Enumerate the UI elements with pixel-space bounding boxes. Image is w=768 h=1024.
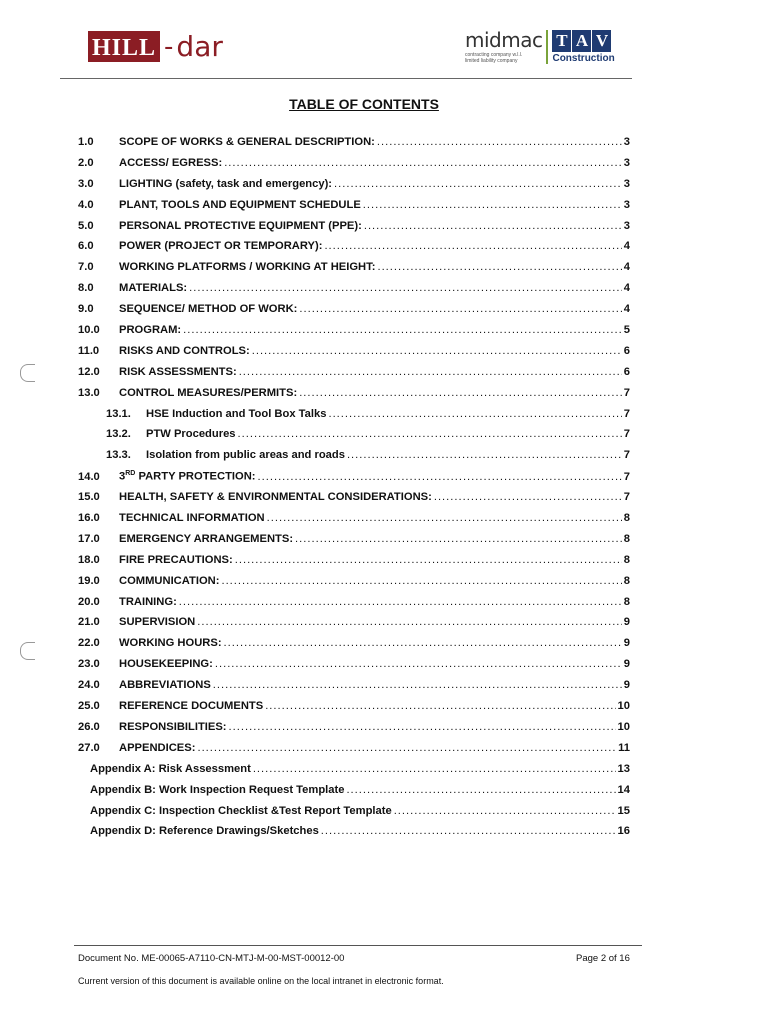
document-number: Document No. ME-00065-A7110-CN-MTJ-M-00-MST-00012-00: [78, 953, 345, 964]
toc-entry-label: [119, 470, 256, 483]
toc-entry-page: 4: [623, 303, 630, 316]
toc-entry-page: 4: [623, 240, 630, 253]
toc-entry-number: 21.0: [78, 616, 100, 629]
toc-entry-label: RISK ASSESSMENTS:: [119, 365, 237, 378]
toc-entry-page: 4: [623, 261, 630, 274]
toc-dot-leader: [235, 554, 622, 566]
header-divider: [60, 78, 632, 79]
toc-entry-page: 3: [623, 219, 630, 232]
toc-entry[interactable]: [78, 366, 630, 387]
toc-dot-leader: [239, 366, 622, 378]
toc-entry-label: RISKS AND CONTROLS:: [119, 344, 250, 357]
toc-dot-leader: [252, 345, 622, 357]
toc-entry[interactable]: [78, 742, 630, 763]
toc-entry-number: 20.0: [78, 595, 100, 608]
toc-dot-leader: [224, 157, 622, 169]
toc-entry-label: POWER (PROJECT OR TEMPORARY):: [119, 240, 323, 253]
toc-dot-leader: [328, 408, 621, 420]
toc-entry[interactable]: [78, 679, 630, 700]
toc-entry-page: 3: [623, 156, 630, 169]
toc-entry-number: 24.0: [78, 679, 100, 692]
toc-entry-label: ABBREVIATIONS: [119, 679, 211, 692]
toc-entry-page: 8: [623, 595, 630, 608]
toc-entry-page: 6: [623, 344, 630, 357]
toc-entry-label: FIRE PRECAUTIONS:: [119, 553, 233, 566]
midmac-subtitle: contracting company w.l.l. limited liability company: [465, 52, 523, 64]
toc-entry-number: 25.0: [78, 700, 100, 713]
toc-dot-leader: [197, 616, 622, 628]
toc-dot-leader: [299, 387, 622, 399]
toc-entry-page: 3: [623, 136, 630, 148]
toc-entry-number: 13.3.: [106, 449, 131, 462]
toc-entry-number: 26.0: [78, 720, 100, 733]
toc-entry-label: PROGRAM:: [119, 324, 182, 337]
toc-entry[interactable]: [78, 408, 630, 429]
toc-entry[interactable]: [78, 428, 630, 449]
tav-logo: [552, 30, 614, 64]
page-number: Page 2 of 16: [576, 953, 630, 964]
toc-entry-page: 8: [623, 512, 630, 525]
toc-entry[interactable]: [78, 324, 630, 345]
toc-dot-leader: [253, 763, 616, 775]
toc-entry-number: 14.0: [78, 470, 100, 483]
toc-entry[interactable]: [78, 303, 630, 324]
toc-entry[interactable]: [78, 345, 630, 366]
toc-dot-leader: [215, 658, 622, 670]
table-of-contents: [78, 136, 630, 846]
toc-entry-page: 13: [617, 762, 630, 775]
toc-entry[interactable]: [78, 157, 630, 178]
toc-entry-number: 13.2.: [106, 428, 131, 441]
toc-entry-number: 3.0: [78, 177, 94, 190]
toc-entry-number: 1.0: [78, 136, 94, 148]
toc-entry[interactable]: [78, 784, 630, 805]
toc-entry-label: PTW Procedures: [146, 428, 236, 441]
toc-entry[interactable]: [78, 575, 630, 596]
toc-entry-label: WORKING PLATFORMS / WORKING AT HEIGHT:: [119, 261, 376, 274]
toc-entry-page: 16: [617, 825, 630, 838]
toc-dot-leader: [299, 303, 621, 315]
toc-dot-leader: [265, 700, 615, 712]
hill-dar-logo: [88, 30, 223, 63]
toc-entry-page: 7: [623, 407, 630, 420]
toc-entry-page: 7: [623, 470, 630, 483]
toc-entry[interactable]: [78, 533, 630, 554]
hill-logo-dar: dar: [176, 30, 223, 63]
toc-entry-number: 17.0: [78, 532, 100, 545]
toc-dot-leader: [347, 449, 622, 461]
toc-entry-page: 14: [617, 783, 630, 796]
toc-entry-page: 9: [623, 658, 630, 671]
toc-entry-label: MATERIALS:: [119, 282, 188, 295]
toc-entry-label-rest: PARTY PROTECTION:: [135, 470, 256, 483]
tav-letter-v: V: [592, 30, 611, 52]
toc-entry-number: 23.0: [78, 658, 100, 671]
toc-entry-label: SUPERVISION: [119, 616, 196, 629]
toc-dot-leader: [213, 679, 622, 691]
toc-entry-page: 11: [618, 741, 630, 754]
toc-entry-number: 5.0: [78, 219, 94, 232]
tav-letter-a: A: [572, 30, 591, 52]
toc-entry-label: APPENDICES:: [119, 741, 196, 754]
toc-dot-leader: [334, 178, 622, 190]
toc-entry-number: 2.0: [78, 156, 94, 169]
toc-entry-page: 9: [623, 637, 630, 650]
toc-entry-label: TRAINING:: [119, 595, 177, 608]
toc-entry-page: 9: [623, 679, 630, 692]
toc-dot-leader: [224, 637, 622, 649]
toc-entry-number: 12.0: [78, 365, 100, 378]
toc-entry-label-main: 3: [119, 470, 126, 483]
toc-dot-leader: [377, 261, 621, 273]
toc-entry-number: 19.0: [78, 574, 100, 587]
toc-entry-page: 10: [617, 720, 630, 733]
toc-entry[interactable]: [78, 763, 630, 784]
toc-entry-label: HOUSEKEEPING:: [119, 658, 213, 671]
toc-dot-leader: [197, 742, 616, 754]
toc-entry-number: 13.1.: [106, 407, 131, 420]
toc-entry-label: CONTROL MEASURES/PERMITS:: [119, 386, 298, 399]
toc-dot-leader: [346, 784, 615, 796]
toc-entry-page: 7: [623, 428, 630, 441]
toc-dot-leader: [321, 825, 616, 837]
toc-entry[interactable]: [78, 805, 630, 826]
toc-entry[interactable]: [78, 282, 630, 303]
toc-entry-label: RESPONSIBILITIES:: [119, 720, 227, 733]
toc-dot-leader: [364, 220, 622, 232]
toc-entry[interactable]: [78, 700, 630, 721]
toc-dot-leader: [179, 596, 622, 608]
toc-entry[interactable]: [78, 220, 630, 241]
toc-entry-number: 6.0: [78, 240, 94, 253]
toc-entry[interactable]: [78, 178, 630, 199]
logo-divider: [546, 30, 548, 64]
toc-dot-leader: [238, 428, 622, 440]
toc-entry-number: 27.0: [78, 741, 100, 754]
toc-entry-number: 11.0: [78, 344, 100, 357]
toc-entry-page: 3: [623, 177, 630, 190]
toc-entry-label: Appendix D: Reference Drawings/Sketches: [90, 825, 319, 838]
toc-dot-leader: [377, 136, 622, 148]
toc-entry[interactable]: [78, 491, 630, 512]
toc-entry-number: 15.0: [78, 491, 100, 504]
toc-entry-page: 4: [623, 282, 630, 295]
toc-entry-page: 7: [623, 491, 630, 504]
toc-entry-label: PLANT, TOOLS AND EQUIPMENT SCHEDULE: [119, 198, 361, 211]
toc-entry-label: Isolation from public areas and roads: [146, 449, 345, 462]
toc-entry-label: HSE Induction and Tool Box Talks: [146, 407, 327, 420]
tav-letter-t: T: [552, 30, 571, 52]
toc-dot-leader: [434, 491, 622, 503]
toc-entry-label: TECHNICAL INFORMATION: [119, 512, 265, 525]
toc-entry-label: WORKING HOURS:: [119, 637, 222, 650]
toc-entry-number: 10.0: [78, 324, 100, 337]
toc-entry-page: 15: [617, 804, 630, 817]
toc-entry-page: 8: [623, 532, 630, 545]
toc-entry-label: LIGHTING (safety, task and emergency):: [119, 177, 333, 190]
toc-entry[interactable]: [78, 261, 630, 282]
toc-entry[interactable]: [78, 449, 630, 470]
toc-entry-page: 8: [623, 574, 630, 587]
binder-hole-mark: [20, 642, 35, 660]
toc-dot-leader: [295, 533, 622, 545]
midmac-logo: [465, 30, 542, 64]
toc-dot-leader: [267, 512, 622, 524]
toc-dot-leader: [363, 199, 622, 211]
toc-dot-leader: [324, 240, 621, 252]
toc-entry-label: COMMUNICATION:: [119, 574, 220, 587]
toc-entry[interactable]: [78, 136, 630, 157]
toc-entry[interactable]: [78, 596, 630, 617]
toc-dot-leader: [183, 324, 622, 336]
toc-entry-label: REFERENCE DOCUMENTS: [119, 700, 264, 713]
toc-entry-number: 7.0: [78, 261, 94, 274]
toc-entry[interactable]: [78, 721, 630, 742]
toc-entry[interactable]: [78, 637, 630, 658]
toc-entry-page: 3: [623, 198, 630, 211]
toc-entry-number: 9.0: [78, 303, 94, 316]
toc-entry-number: 16.0: [78, 512, 100, 525]
toc-entry-number: 22.0: [78, 637, 100, 650]
toc-entry-label: Appendix C: Inspection Checklist &Test Report Template: [90, 804, 392, 817]
toc-dot-leader: [189, 282, 622, 294]
toc-entry[interactable]: [78, 825, 630, 846]
toc-entry-number: 8.0: [78, 282, 94, 295]
toc-entry-label: HEALTH, SAFETY & ENVIRONMENTAL CONSIDERATIONS:: [119, 491, 432, 504]
toc-entry-page: 9: [623, 616, 630, 629]
toc-entry-label: SEQUENCE/ METHOD OF WORK:: [119, 303, 298, 316]
toc-entry-label: PERSONAL PROTECTIVE EQUIPMENT (PPE):: [119, 219, 362, 232]
midmac-tav-logo: [465, 30, 615, 64]
toc-entry-number: 13.0: [78, 386, 100, 399]
hill-logo-dash: -: [164, 31, 174, 62]
page-header: [0, 0, 768, 80]
toc-entry-label: Appendix B: Work Inspection Request Template: [90, 783, 345, 796]
toc-entry-number: 4.0: [78, 198, 94, 211]
toc-dot-leader: [221, 575, 621, 587]
toc-entry[interactable]: [78, 199, 630, 220]
toc-entry[interactable]: [78, 554, 630, 575]
toc-entry[interactable]: [78, 616, 630, 637]
toc-entry-label: ACCESS/ EGRESS:: [119, 156, 223, 169]
midmac-name: midmac: [465, 28, 543, 52]
toc-entry-page: 10: [617, 700, 630, 713]
toc-dot-leader: [229, 721, 616, 733]
toc-entry-label: SCOPE OF WORKS & GENERAL DESCRIPTION:: [119, 136, 375, 148]
toc-entry[interactable]: [78, 470, 630, 491]
toc-entry-page: 8: [623, 553, 630, 566]
footer-note: Current version of this document is available online on the local intranet in electronic format.: [78, 976, 444, 986]
toc-entry[interactable]: [78, 512, 630, 533]
toc-entry-label-superscript: RD: [125, 470, 136, 478]
toc-entry-label: Appendix A: Risk Assessment: [90, 762, 251, 775]
tav-subtitle: Construction: [552, 53, 615, 64]
toc-dot-leader: [258, 471, 622, 483]
binder-hole-mark: [20, 364, 35, 382]
hill-logo-mark: HILL: [88, 31, 160, 62]
toc-entry-page: 6: [623, 365, 630, 378]
toc-entry[interactable]: [78, 240, 630, 261]
toc-entry[interactable]: [78, 387, 630, 408]
toc-entry-page: 5: [623, 324, 630, 337]
toc-entry[interactable]: [78, 658, 630, 679]
toc-entry-page: 7: [623, 449, 630, 462]
toc-dot-leader: [394, 805, 616, 817]
toc-entry-number: 18.0: [78, 553, 100, 566]
toc-entry-label: EMERGENCY ARRANGEMENTS:: [119, 532, 294, 545]
toc-title: TABLE OF CONTENTS: [289, 96, 439, 112]
footer-divider: [74, 945, 642, 946]
toc-entry-page: 7: [623, 386, 630, 399]
